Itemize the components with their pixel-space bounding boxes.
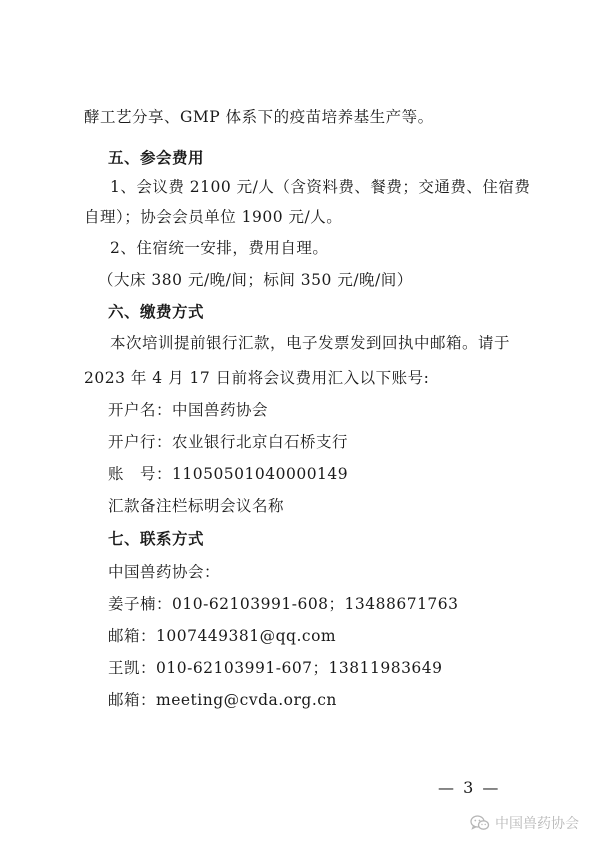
text-line: 酵工艺分享、GMP 体系下的疫苗培养基生产等。 [84,108,434,126]
text-line: 王凯：010-62103991-607；13811983649 [108,659,443,677]
text-line: 2、住宿统一安排，费用自理。 [110,239,329,257]
watermark-text: 中国兽药协会 [495,816,579,832]
text-line: 开户名：中国兽药协会 [108,401,269,419]
text-line: （大床 380 元/晚/间；标间 350 元/晚/间） [98,271,413,289]
text-line: 邮箱：meeting@cvda.org.cn [108,691,337,709]
text-line: 1、会议费 2100 元/人（含资料费、餐费；交通费、住宿费 [110,178,531,196]
text-line: 姜子楠：010-62103991-608；13488671763 [108,595,459,613]
section-heading-contact: 七、联系方式 [108,530,205,548]
text-line: 2023 年 4 月 17 日前将会议费用汇入以下账号: [84,369,430,387]
section-heading-payment: 六、缴费方式 [108,303,205,321]
text-line: 中国兽药协会： [108,563,221,581]
text-line: 邮箱：1007449381@qq.com [108,627,337,645]
text-line: 汇款备注栏标明会议名称 [108,497,285,515]
text-line: 本次培训提前银行汇款，电子发票发到回执中邮箱。请于 [110,334,511,352]
page-number: — 3 — [438,778,501,797]
watermark [470,813,579,833]
text-line: 账 号：11050501040000149 [108,465,349,483]
text-line: 自理）；协会会员单位 1900 元/人。 [84,208,343,226]
section-heading-fees: 五、参会费用 [108,149,205,167]
text-line: 开户行：农业银行北京白石桥支行 [108,433,349,451]
wechat-icon [470,815,490,831]
